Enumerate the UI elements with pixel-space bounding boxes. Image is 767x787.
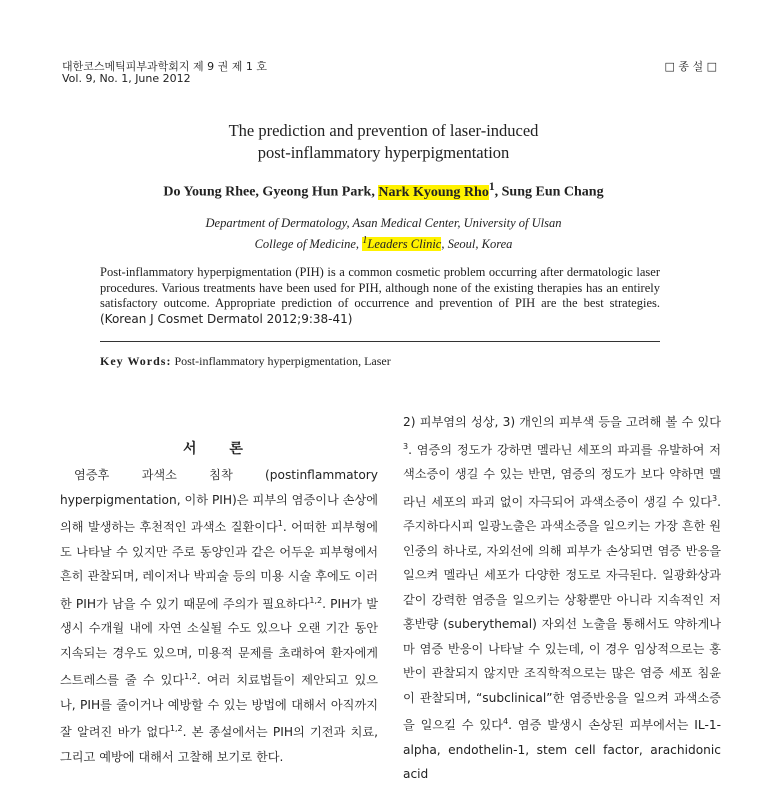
- affiliation-line-2: [0, 232, 767, 253]
- body-column-left: [60, 463, 378, 769]
- body-column-right: [403, 410, 721, 787]
- affiliation-clinic: Leaders Clinic: [367, 237, 442, 252]
- body-text-run: . 본 종설에서는 PIH의 기전과 치료, 그리고 예방에 대해서 고찰해 보기로 한다.: [60, 725, 378, 764]
- abstract-text: Post-inflammatory hyperpigmentation (PIH) is a common cosmetic problem occurring after dermatologic laser procedures. Various treatments have been used for PIH, although none of the existing therapies has an entirely satisfactory outcome. Appropriate prediction of occurrence and prevention of PIH are the best strategies.: [100, 265, 660, 310]
- body-text-run: . 염증의 정도가 강하면 멜라닌 세포의 파괴를 유발하여 저색소증이 생길 수 있는 반면, 염증의 정도가 보다 약하면 멜라닌 세포의 파괴 없이 자극되어 과색소증이 생길 수 있다: [403, 442, 721, 509]
- body-text-run: . 여러 치료법들이 제안되고 있으나, PIH를 줄이거나 예방할 수 있는 방법에 대해서 아직까지 잘 알려진 바가 없다: [60, 673, 378, 740]
- abstract: [100, 265, 660, 327]
- reference-mark: 3: [712, 493, 718, 503]
- section-type-tag: □ 종 설 □: [664, 60, 717, 73]
- body-paragraph-left: [60, 463, 378, 769]
- abstract-divider: [100, 341, 660, 342]
- body-text-run: . 어떠한 피부형에도 나타날 수 있지만 주로 동양인과 같은 어두운 피부형에서 흔히 관찰되며, 레이저나 박피술 등의 미용 시술 후에도 이러한 PIH가 남을 수 있기 때문에 주의가 필요하다: [60, 520, 378, 611]
- reference-mark: 3: [403, 441, 409, 451]
- reference-mark: 1,2: [309, 595, 323, 605]
- author-affiliation-mark: 1: [488, 180, 495, 193]
- reference-mark: 1: [277, 519, 283, 528]
- reference-mark: 1,2: [169, 724, 183, 734]
- authors-last: , Sung Eun Chang: [494, 184, 604, 200]
- body-text-run: 염증후 과색소 침착 (postinflammatory hyperpigmentation, 이하 PIH)은 피부의 염증이나 손상에 의해 발생하는 후천적인 과색소 질환이다: [60, 468, 378, 535]
- reference-mark: 4: [502, 717, 509, 727]
- keywords-text: Post-inflammatory hyperpigmentation, Laser: [174, 354, 391, 368]
- highlighted-affiliation: [362, 237, 441, 251]
- reference-mark: 1,2: [184, 672, 197, 682]
- body-text-run: 2) 피부염의 성상, 3) 개인의 피부색 등을 고려해 볼 수 있다: [403, 415, 721, 429]
- affiliation-mark: 1: [362, 235, 368, 246]
- highlighted-author: Nark Kyoung Rho: [378, 184, 489, 200]
- affiliation-line-1: Department of Dermatology, Asan Medical Center, University of Ulsan: [205, 216, 562, 230]
- body-paragraph-right: [403, 410, 721, 787]
- keywords: [100, 354, 391, 369]
- affiliation-prefix: College of Medicine,: [254, 237, 363, 252]
- affiliations: [0, 215, 767, 253]
- title-line-1: The prediction and prevention of laser-induced: [228, 121, 539, 140]
- author-list: [0, 180, 767, 201]
- body-text-run: . 주지하다시피 일광노출은 과색소증을 일으키는 가장 흔한 원인중의 하나로, 자외선에 의해 피부가 손상되면 염증 반응을 일으켜 멜라닌 세포가 다양한 정도로 자극된다. 일광화상과 같이 강력한 염증을 일으키는 상황뿐만 아니라 지속적인 저홍반량 (suberythemal) 자외선 노출을 통해서도 약하게나마 염증 반응이 나타날 수 있는데, 이 경우 임상적으로는 홍반이 관찰되지 않지만 조직학적으로는 많은 염증 세포 침윤이 관찰되며, “subclinical”한 염증반응을 일으켜 과색소증을 일으킬 수 있다: [403, 494, 721, 733]
- affiliation-suffix: , Seoul, Korea: [441, 237, 513, 252]
- authors-first: Do Young Rhee, Gyeong Hun Park,: [163, 184, 379, 200]
- body-text-run: . PIH가 발생시 수개월 내에 자연 소실될 수도 있으나 오랜 기간 동안 지속되는 경우도 있으며, 미용적 문제를 초래하여 환자에게 스트레스를 줄 수 있다: [60, 596, 378, 688]
- keywords-label: Key Words:: [100, 354, 172, 368]
- article-title: [0, 120, 767, 164]
- citation: (Korean J Cosmet Dermatol 2012;9:38-41): [100, 311, 353, 326]
- section-heading-introduction: 서 론: [183, 441, 257, 457]
- journal-volume-info: Vol. 9, No. 1, June 2012: [62, 72, 191, 85]
- title-line-2: post-inflammatory hyperpigmentation: [257, 143, 510, 162]
- body-text-run: . 염증 발생시 손상된 피부에서는 IL-1-alpha, endothelin-1, stem cell factor, arachidonic acid: [403, 718, 721, 782]
- journal-name-korean: 대한코스메틱피부과학회지 제 9 권 제 1 호: [62, 60, 267, 73]
